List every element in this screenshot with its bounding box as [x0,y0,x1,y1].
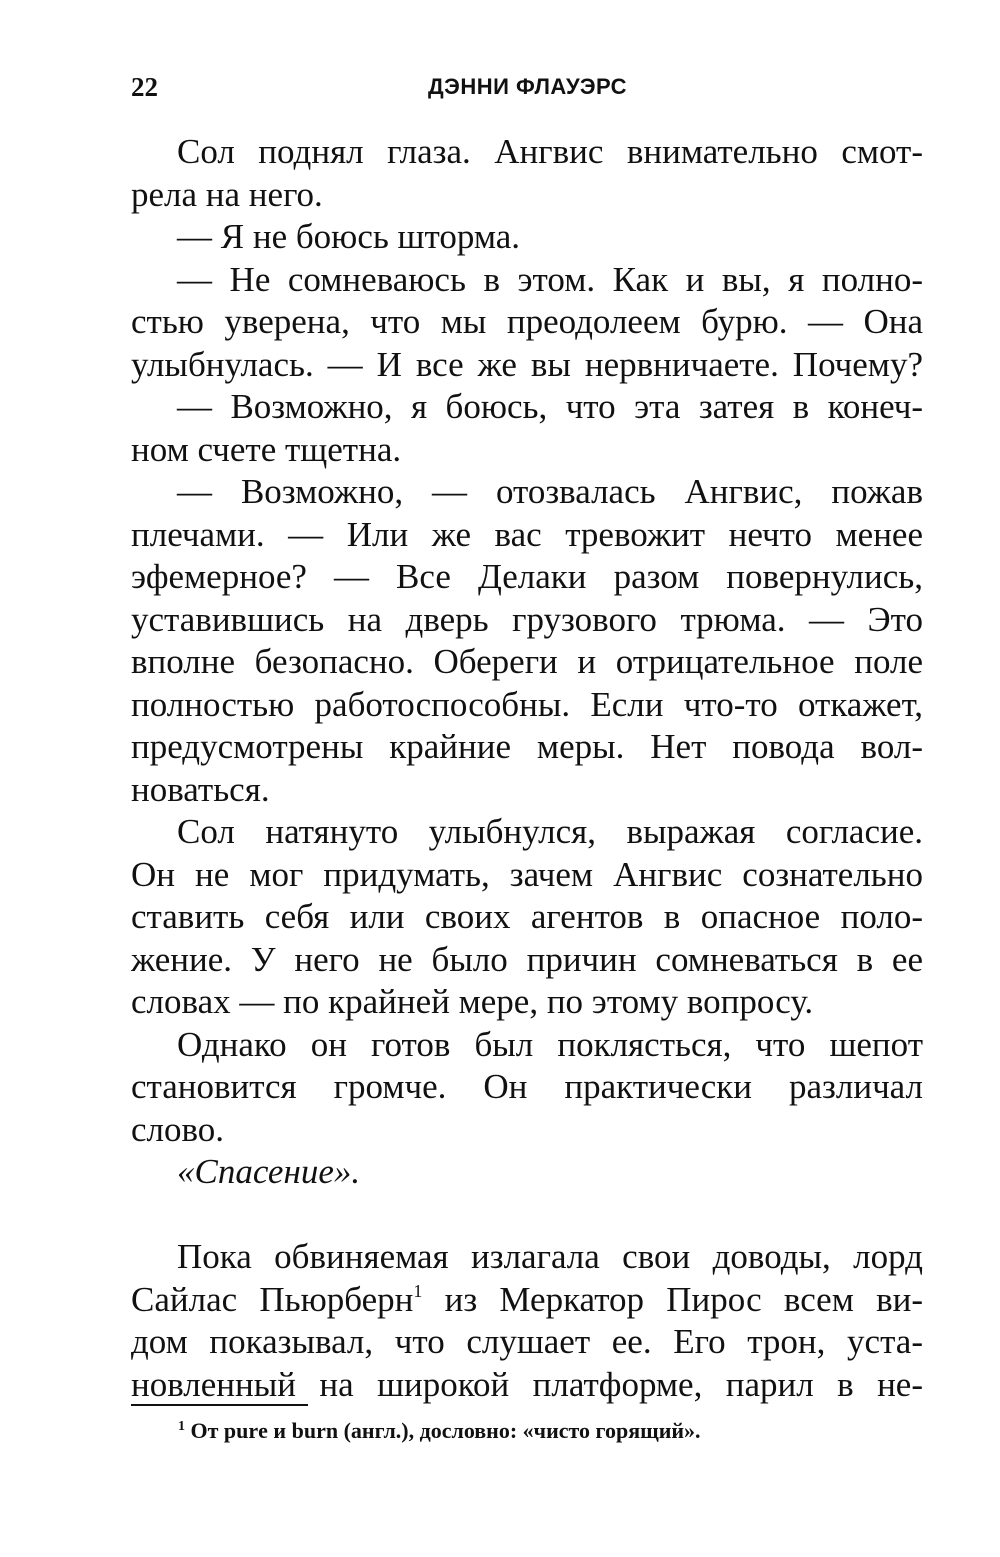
text-line: улыбнулась. — И все же вы нервничаете. Почему? [131,344,923,384]
text-line: полностью работоспособны. Если что-то откажет, [131,684,923,724]
text-line: словах — по крайней мере, по этому вопросу. [131,982,814,1021]
text-line: Сол натянуто улыбнулся, выражая согласие. [177,812,923,851]
text-line: — Не сомневаюсь в этом. Как и вы, я полно- [177,259,923,299]
text-line: слово. [131,1109,225,1149]
text-line: Однако он готов был поклясться, что шепот [177,1024,923,1064]
text-line [131,1279,923,1322]
text-line: плечами. — Или же вас тревожит нечто менее [131,514,923,554]
text-line: новленный на широкой платформе, парил в не- [131,1364,923,1404]
text-fragment: Сайлас Пьюрберн [131,1279,414,1319]
text-line: «Спасение». [177,1152,361,1191]
text-line: — Возможно, я боюсь, что эта затея в конеч- [177,387,923,426]
text-line: рела на него. [131,174,323,214]
body-text [131,131,923,1406]
footnote-marker: 1 [178,1419,185,1434]
text-line: вполне безопасно. Обереги и отрицательное поле [131,642,923,681]
text-line: уставившись на дверь грузового трюма. — Это [131,599,923,639]
text-line: Он не мог придумать, зачем Ангвис сознательно [131,854,923,894]
footnote-divider [131,1404,308,1406]
text-line: предусмотрены крайние меры. Нет повода вол- [131,727,923,766]
text-line: дом показывал, что слушает ее. Его трон, уста- [131,1322,923,1361]
running-head [0,72,1000,112]
text-line: — Возможно, — отозвалась Ангвис, пожав [177,472,923,511]
text-fragment: из Меркатор Пирос всем ви- [444,1279,923,1319]
running-head-author: ДЭННИ ФЛАУЭРС [428,74,628,99]
footnote [178,1418,701,1444]
text-line: эфемерное? — Все Делаки разом повернулись, [131,557,923,596]
text-line: становится громче. Он практически различал [131,1067,923,1106]
page-number: 22 [131,72,158,102]
text-line: жение. У него не было причин сомневаться в ее [131,939,923,979]
footnote-text: От purе и burn (англ.), дословно: «чисто горящий». [190,1418,701,1443]
text-line: — Я не боюсь шторма. [177,217,521,256]
text-line: Сол поднял глаза. Ангвис внимательно смот- [177,132,923,171]
section-break [131,1194,923,1237]
footnote-reference: 1 [413,1280,423,1301]
text-line: ставить себя или своих агентов в опасное поло- [131,897,923,936]
text-line: Пока обвиняемая излагала свои доводы, лорд [177,1237,923,1276]
text-line: новаться. [131,769,270,809]
text-line: стью уверена, что мы преодолеем бурю. — Она [131,302,923,341]
text-line: ном счете тщетна. [131,429,402,469]
